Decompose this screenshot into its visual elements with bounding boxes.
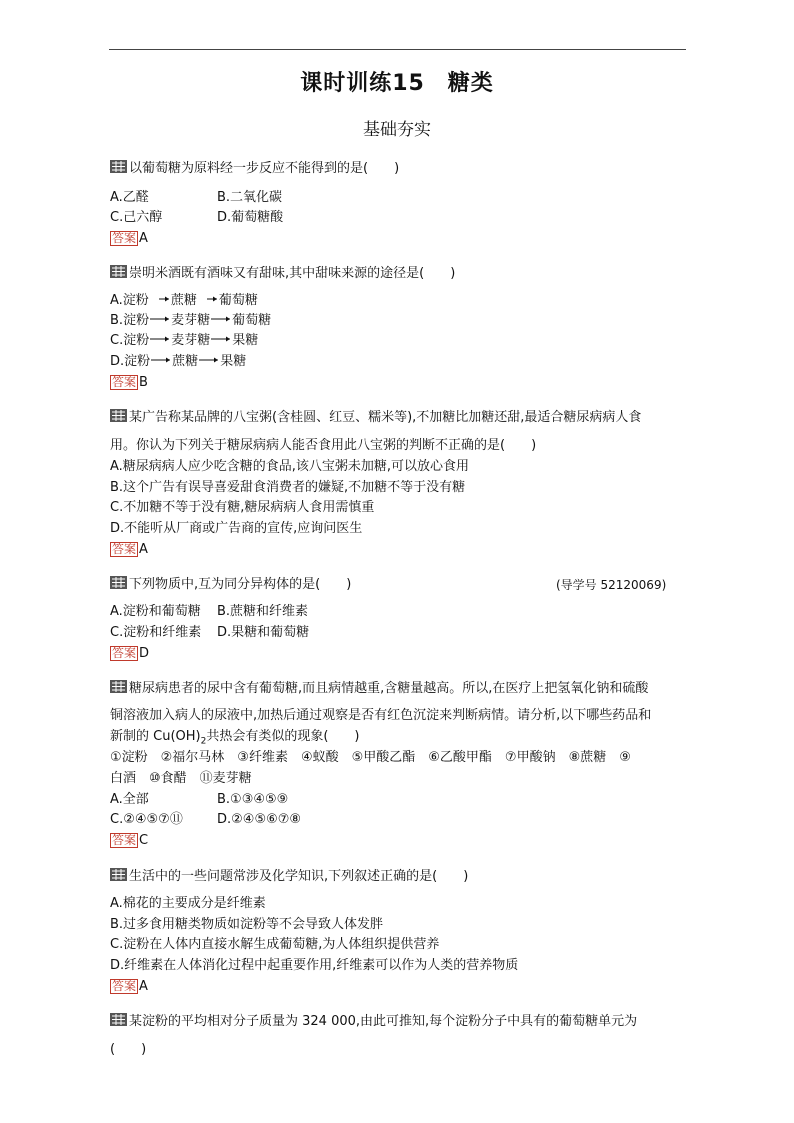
option-d[interactable]: D.②④⑤⑥⑦⑧ (217, 812, 302, 827)
reaction-arrow-icon (197, 295, 219, 303)
question-4-stem: 下列物质中,互为同分异构体的是( ) (110, 576, 351, 593)
option-d[interactable]: D.果糖和葡萄糖 (217, 625, 310, 640)
reaction-arrow-icon (198, 356, 220, 364)
page-title: 课时训练15 糖类 (300, 71, 494, 96)
question-7-stem-line1: 某淀粉的平均相对分子质量为 324 000,由此可推知,每个淀粉分子中具有的葡萄糖单元为 (110, 1013, 637, 1030)
reaction-arrow-icon (149, 315, 171, 323)
question-6-answer: 答案 A (112, 979, 148, 994)
question-3-answer: 答案 A (112, 542, 148, 557)
question-3-stem-line2: 用。你认为下列关于糖尿病病人能否食用此八宝粥的判断不正确的是( ) (110, 438, 537, 453)
option-c[interactable]: C.不加糖不等于没有糖,糖尿病病人食用需慎重 (110, 500, 375, 515)
option-b[interactable]: B.这个广告有误导喜爱甜食消费者的嫌疑,不加糖不等于没有糖 (110, 480, 466, 495)
option-a[interactable]: A.棉花的主要成分是纤维素 (110, 896, 266, 911)
question-2-stem: 崇明米酒既有酒味又有甜味,其中甜味来源的途径是( ) (110, 265, 455, 282)
question-5-stem-line2: 铜溶液加入病人的尿液中,加热后通过观察是否有红色沉淀来判断病情。请分析,以下哪些药品和 (110, 708, 652, 723)
option-c[interactable]: C.己六醇 (110, 210, 163, 225)
option-a[interactable]: A.全部 (110, 792, 149, 807)
option-a[interactable]: A.乙醛 (110, 190, 149, 205)
question-1-options-row2 (110, 210, 283, 226)
question-5-items-line1: ①淀粉 ②福尔马林 ③纤维素 ④蚁酸 ⑤甲酸乙酯 ⑥乙酸甲酯 ⑦甲酸钠 ⑧蔗糖 ⑨ (110, 750, 631, 765)
question-4-answer: 答案 D (112, 646, 150, 661)
option-b[interactable]: B.过多食用糖类物质如淀粉等不会导致人体发胖 (110, 917, 384, 932)
question-marker-icon (110, 265, 127, 278)
question-1-stem: 以葡萄糖为原料经一步反应不能得到的是( ) (110, 160, 399, 177)
header-rule (109, 49, 686, 50)
answer-badge: 答案 (112, 833, 137, 847)
question-5-options-row2 (110, 812, 301, 828)
option-c[interactable]: C.淀粉在人体内直接水解生成葡萄糖,为人体组织提供营养 (110, 937, 440, 952)
question-6-stem: 生活中的一些问题常涉及化学知识,下列叙述正确的是( ) (110, 868, 468, 885)
question-7-stem-line2: ( ) (110, 1042, 147, 1057)
reaction-arrow-icon (149, 295, 171, 303)
question-2-option-c[interactable]: C.淀粉 麦芽糖 果糖 (110, 333, 259, 348)
question-4-options-row1 (110, 604, 308, 620)
answer-badge: 答案 (112, 542, 137, 556)
question-marker-icon (110, 1013, 127, 1026)
question-1-options-row1 (110, 190, 282, 206)
question-marker-icon (110, 868, 127, 881)
option-c[interactable]: C.淀粉和纤维素 (110, 625, 202, 640)
option-d[interactable]: D.纤维素在人体消化过程中起重要作用,纤维素可以作为人类的营养物质 (110, 958, 519, 973)
option-b[interactable]: B.①③④⑤⑨ (217, 792, 289, 807)
question-2-option-d[interactable]: D.淀粉 蔗糖 果糖 (110, 354, 247, 369)
reference-number: (导学号 52120069) (556, 578, 667, 592)
answer-badge: 答案 (112, 646, 137, 660)
option-a[interactable]: A.糖尿病病人应少吃含糖的食品,该八宝粥未加糖,可以放心食用 (110, 459, 470, 474)
question-marker-icon (110, 409, 127, 422)
question-3-stem-line1: 某广告称某品牌的八宝粥(含桂圆、红豆、糯米等),不加糖比加糖还甜,最适合糖尿病病人食 (110, 409, 641, 426)
question-marker-icon (110, 680, 127, 693)
question-marker-icon (110, 576, 127, 589)
option-b[interactable]: B.二氧化碳 (217, 190, 283, 205)
reaction-arrow-icon (210, 335, 232, 343)
section-subtitle: 基础夯实 (363, 120, 431, 140)
answer-badge: 答案 (112, 375, 137, 389)
option-c[interactable]: C.②④⑤⑦⑪ (110, 812, 183, 827)
option-b[interactable]: B.蔗糖和纤维素 (217, 604, 309, 619)
answer-badge: 答案 (112, 979, 137, 993)
answer-badge: 答案 (112, 231, 137, 245)
question-5-stem-line1: 糖尿病患者的尿中含有葡萄糖,而且病情越重,含糖量越高。所以,在医疗上把氢氧化钠和硫酸 (110, 680, 648, 697)
question-1-answer: 答案 A (112, 231, 148, 246)
question-5-items-line2: 白酒 ⑩食醋 ⑪麦芽糖 (110, 771, 252, 786)
reaction-arrow-icon (149, 335, 171, 343)
question-2-option-b[interactable]: B.淀粉 麦芽糖 葡萄糖 (110, 313, 272, 328)
question-5-options-row1 (110, 792, 288, 808)
reaction-arrow-icon (210, 315, 232, 323)
option-a[interactable]: A.淀粉和葡萄糖 (110, 604, 201, 619)
question-4-options-row2 (110, 625, 309, 641)
question-5-answer: 答案 C (112, 833, 149, 848)
question-marker-icon (110, 160, 127, 173)
reaction-arrow-icon (150, 356, 172, 364)
question-2-answer: 答案 B (112, 375, 148, 390)
question-5-stem-line3: 新制的 $Cu(OH)_2$共热会有类似的现象( ) (110, 729, 360, 747)
option-d[interactable]: D.葡萄糖酸 (217, 210, 284, 225)
option-d[interactable]: D.不能听从厂商或广告商的宣传,应询问医生 (110, 521, 363, 536)
question-2-option-a[interactable]: A.淀粉 蔗糖 葡萄糖 (110, 293, 258, 308)
